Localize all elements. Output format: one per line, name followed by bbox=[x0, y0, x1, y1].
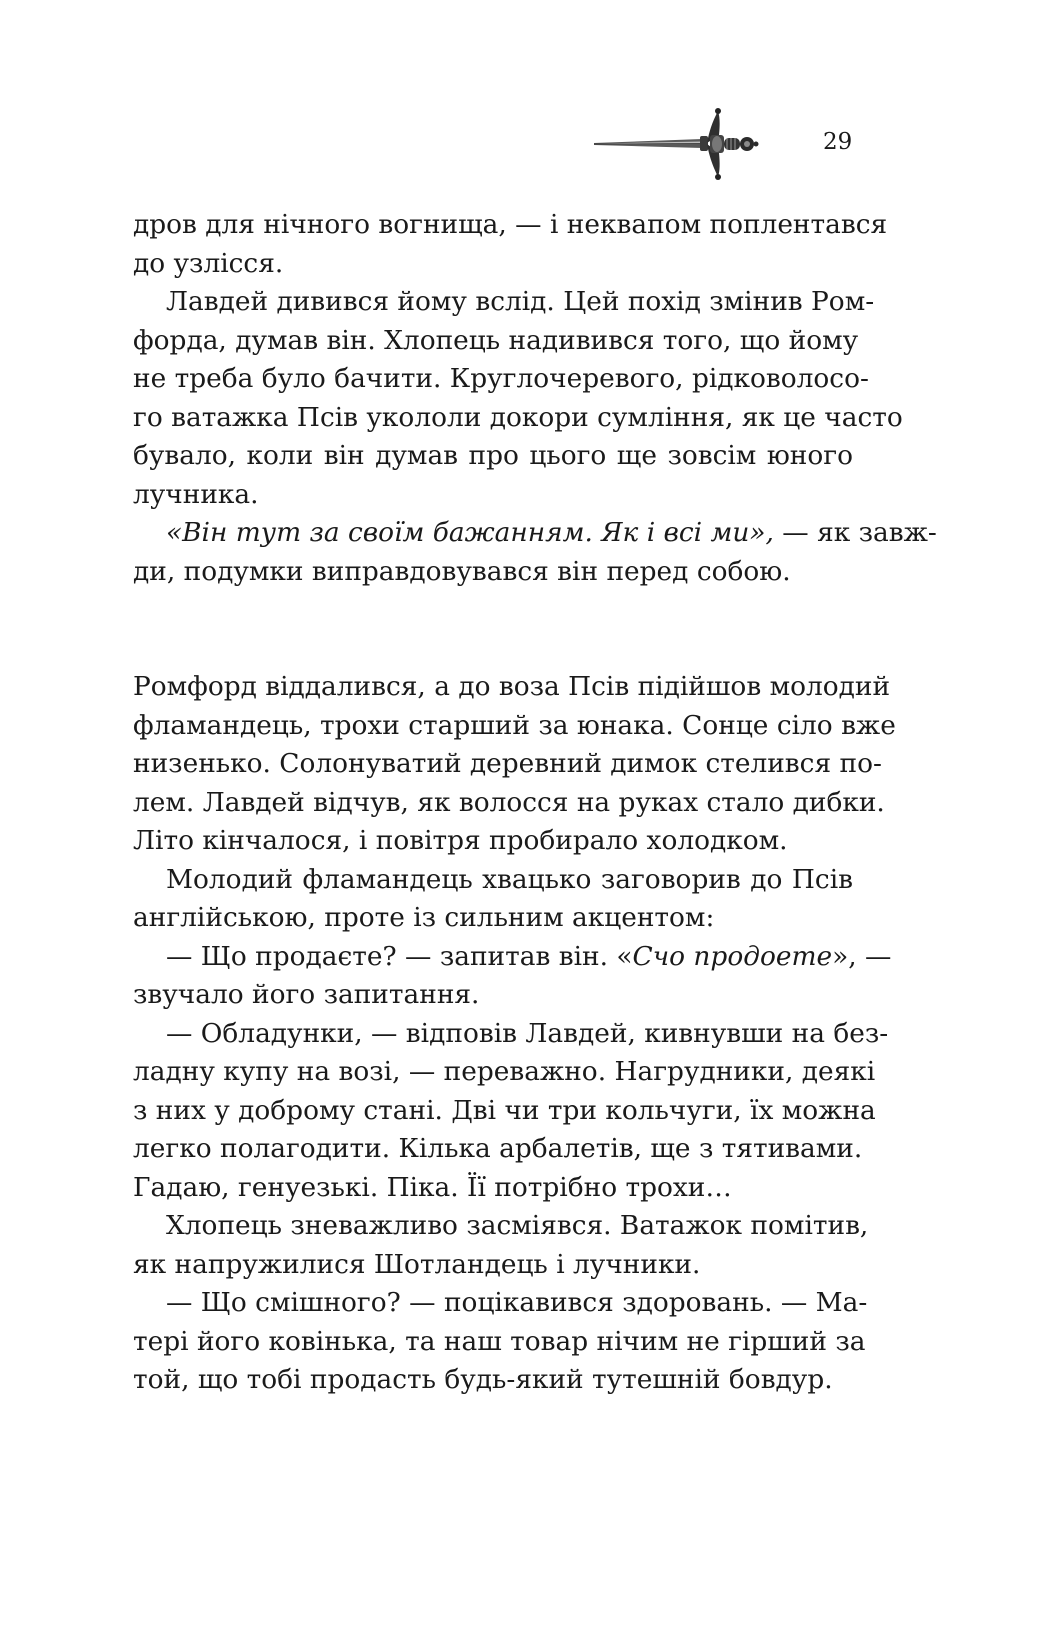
text-line: той, що тобі продасть будь-який тутешній бовдур. bbox=[133, 1364, 833, 1395]
text-line: Хлопець зневажливо засміявся. Ватажок помітив, bbox=[166, 1210, 869, 1241]
text-line: англійською, проте із сильним акцентом: bbox=[133, 902, 715, 933]
text-line: до узлісся. bbox=[133, 247, 284, 279]
text-line: з них у доброму стані. Дві чи три кольчуги, їх можна bbox=[133, 1094, 876, 1126]
text-line: Літо кінчалося, і повітря пробирало холодком. bbox=[133, 825, 788, 856]
text-line: Гадаю, генуезькі. Піка. Її потрібно трохи… bbox=[133, 1171, 732, 1203]
text-line: ди, подумки виправдовувався він перед собою. bbox=[133, 555, 791, 587]
paragraph-block-2 bbox=[133, 668, 896, 1400]
page-number: 29 bbox=[823, 129, 853, 155]
text-line bbox=[133, 514, 937, 553]
text-line: легко полагодити. Кілька арбалетів, ще з тятивами. bbox=[133, 1133, 863, 1164]
text-fragment: », — bbox=[832, 940, 892, 972]
text-line: тері його ковінька, та наш товар нічим не гірший за bbox=[133, 1325, 866, 1357]
text-line: Молодий фламандець хвацько заговорив до Псів bbox=[166, 863, 853, 895]
text-line: Ромфорд віддалився, а до воза Псів підійшов молодий bbox=[133, 671, 891, 702]
text-line: Лавдей дивився йому вслід. Цей похід змінив Ром- bbox=[166, 286, 875, 317]
text-line: фламандець, трохи старший за юнака. Сонце сіло вже bbox=[133, 709, 896, 741]
text-line: як напружилися Шотландець і лучники. bbox=[133, 1248, 701, 1280]
text-line: — Що смішного? — поцікавився здоровань. — Ма- bbox=[166, 1287, 868, 1318]
page-header bbox=[590, 105, 853, 185]
text-line: лучника. bbox=[133, 478, 259, 510]
text-line: не треба було бачити. Круглочеревого, рідковолосо- bbox=[133, 363, 869, 394]
text-fragment: — як завж- bbox=[782, 517, 937, 548]
text-line: бувало, коли він думав про цього ще зовсім юного bbox=[133, 440, 853, 471]
paragraph-block-1 bbox=[133, 206, 937, 591]
italic-quote: «Він тут за своїм бажанням. Як і всі ми», bbox=[166, 517, 774, 548]
text-fragment: — Що продаєте? — запитав він. « bbox=[166, 940, 633, 972]
text-line bbox=[133, 938, 892, 977]
text-line: — Обладунки, — відповів Лавдей, кивнувши на без- bbox=[166, 1017, 889, 1049]
text-line: ладну купу на возі, — переважно. Нагрудники, деякі bbox=[133, 1056, 876, 1087]
sword-icon bbox=[590, 105, 790, 185]
text-line: звучало його запитання. bbox=[133, 979, 480, 1010]
text-line: го ватажка Псів укололи докори сумління, як це часто bbox=[133, 401, 903, 433]
text-line: форда, думав він. Хлопець надивився того, що йому bbox=[133, 324, 859, 356]
text-line: дров для нічного вогнища, — і неквапом поплентався bbox=[133, 209, 888, 240]
text-line: лем. Лавдей відчув, як волосся на руках стало дибки. bbox=[133, 786, 885, 818]
italic-accent: Счо продоете bbox=[632, 940, 833, 972]
text-line: низенько. Солонуватий деревний димок стелився по- bbox=[133, 748, 882, 779]
